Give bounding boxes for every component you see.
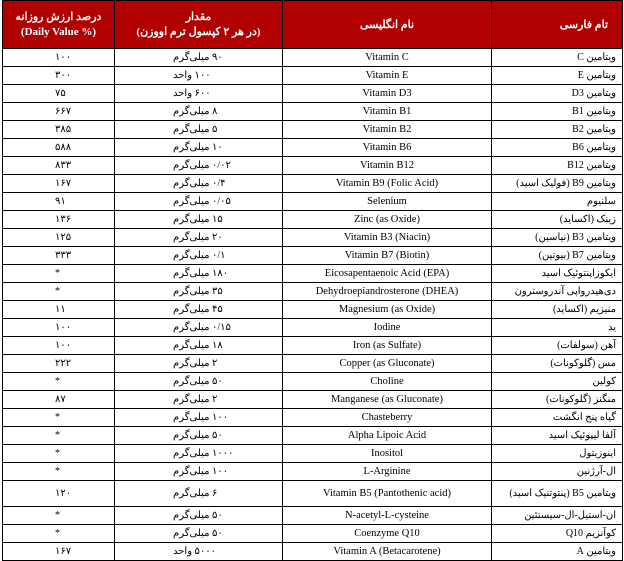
- table-row: [3, 85, 623, 103]
- persian-name-cell: ان-استیل-ال-سیستئین: [492, 507, 623, 525]
- english-name-cell: Zinc (as Oxide): [283, 211, 492, 229]
- persian-name-cell: منیزیم (اکساید): [492, 301, 623, 319]
- daily-value-cell: *: [3, 463, 115, 481]
- daily-value-cell: *: [3, 409, 115, 427]
- english-name-cell: Vitamin B7 (Biotin): [283, 247, 492, 265]
- daily-value-cell: ۳۳۳: [3, 247, 115, 265]
- english-name-cell: Chasteberry: [283, 409, 492, 427]
- persian-name-cell: ید: [492, 319, 623, 337]
- persian-name-cell: ایکوزاپنتوئیک اسید: [492, 265, 623, 283]
- table-row: [3, 445, 623, 463]
- persian-name-cell: کولین: [492, 373, 623, 391]
- english-name-cell: Selenium: [283, 193, 492, 211]
- daily-value-cell: ۹۱: [3, 193, 115, 211]
- table-row: [3, 193, 623, 211]
- daily-value-cell: *: [3, 525, 115, 543]
- english-name-cell: Coenzyme Q10: [283, 525, 492, 543]
- table-row: [3, 525, 623, 543]
- table-header: [3, 1, 623, 49]
- daily-value-cell: ۳۰۰: [3, 67, 115, 85]
- persian-name-cell: ویتامین A: [492, 543, 623, 561]
- daily-value-cell: ۱۲۵: [3, 229, 115, 247]
- header-daily-value: [3, 1, 115, 49]
- table-row: [3, 49, 623, 67]
- english-name-cell: Alpha Lipoic Acid: [283, 427, 492, 445]
- daily-value-cell: ۶۶۷: [3, 103, 115, 121]
- daily-value-cell: ۱۲۰: [3, 481, 115, 507]
- amount-cell: ۶ میلی‌گرم: [115, 481, 283, 507]
- english-name-cell: Vitamin B2: [283, 121, 492, 139]
- english-name-cell: Magnesium (as Oxide): [283, 301, 492, 319]
- daily-value-cell: ۱۶۷: [3, 543, 115, 561]
- daily-value-cell: ۳۸۵: [3, 121, 115, 139]
- persian-name-cell: ویتامین B12: [492, 157, 623, 175]
- table-row: [3, 373, 623, 391]
- english-name-cell: L-Arginine: [283, 463, 492, 481]
- english-name-cell: Vitamin B5 (Pantothenic acid): [283, 481, 492, 507]
- amount-cell: ۲ میلی‌گرم: [115, 355, 283, 373]
- header-dv-line1: درصد ارزش روزانه: [15, 10, 102, 23]
- daily-value-cell: *: [3, 445, 115, 463]
- english-name-cell: Copper (as Gluconate): [283, 355, 492, 373]
- nutrition-table: [2, 0, 623, 561]
- persian-name-cell: ویتامین B9 (فولیک اسید): [492, 175, 623, 193]
- english-name-cell: Vitamin E: [283, 67, 492, 85]
- daily-value-cell: ۸۷: [3, 391, 115, 409]
- persian-name-cell: کوآنزیم Q10: [492, 525, 623, 543]
- daily-value-cell: ۱۶۷: [3, 175, 115, 193]
- amount-cell: ۲۰ میلی‌گرم: [115, 229, 283, 247]
- daily-value-cell: ۱۰۰: [3, 319, 115, 337]
- amount-cell: ۱۸ میلی‌گرم: [115, 337, 283, 355]
- english-name-cell: Dehydroepiandrosterone (DHEA): [283, 283, 492, 301]
- table-row: [3, 427, 623, 445]
- table-row: [3, 463, 623, 481]
- table-row: [3, 355, 623, 373]
- persian-name-cell: دی‌هیدرواپی آندروسترون: [492, 283, 623, 301]
- persian-name-cell: ویتامین B1: [492, 103, 623, 121]
- persian-name-cell: گیاه پنج انگشت: [492, 409, 623, 427]
- header-amount-line2: (در هر ۲ کپسول ترم اووزن): [136, 25, 261, 38]
- header-row: [3, 1, 623, 49]
- english-name-cell: Choline: [283, 373, 492, 391]
- table-row: [3, 337, 623, 355]
- table-row: [3, 301, 623, 319]
- english-name-cell: Iron (as Sulfate): [283, 337, 492, 355]
- amount-cell: ۱۰۰ میلی‌گرم: [115, 409, 283, 427]
- amount-cell: ۵۰ میلی‌گرم: [115, 507, 283, 525]
- table-row: [3, 409, 623, 427]
- table-body: [3, 49, 623, 561]
- daily-value-cell: *: [3, 507, 115, 525]
- table-row: [3, 103, 623, 121]
- daily-value-cell: ۱۱: [3, 301, 115, 319]
- persian-name-cell: اینوزیتول: [492, 445, 623, 463]
- table-row: [3, 229, 623, 247]
- persian-name-cell: مس (گلوکونات): [492, 355, 623, 373]
- amount-cell: ۱۵ میلی‌گرم: [115, 211, 283, 229]
- table-row: [3, 247, 623, 265]
- english-name-cell: Eicosapentaenoic Acid (EPA): [283, 265, 492, 283]
- amount-cell: ۱۸۰ میلی‌گرم: [115, 265, 283, 283]
- persian-name-cell: سلنیوم: [492, 193, 623, 211]
- persian-name-cell: ویتامین B2: [492, 121, 623, 139]
- amount-cell: ۵۰ میلی‌گرم: [115, 525, 283, 543]
- english-name-cell: Vitamin C: [283, 49, 492, 67]
- amount-cell: ۳۵ میلی‌گرم: [115, 283, 283, 301]
- table-row: [3, 391, 623, 409]
- english-name-cell: Vitamin B6: [283, 139, 492, 157]
- table-row: [3, 507, 623, 525]
- amount-cell: ۸ میلی‌گرم: [115, 103, 283, 121]
- table-row: [3, 481, 623, 507]
- persian-name-cell: ویتامین B7 (بیوتین): [492, 247, 623, 265]
- amount-cell: ۰/۴ میلی‌گرم: [115, 175, 283, 193]
- header-amount: [115, 1, 283, 49]
- english-name-cell: Vitamin D3: [283, 85, 492, 103]
- table-row: [3, 67, 623, 85]
- persian-name-cell: ویتامین B3 (نیاسین): [492, 229, 623, 247]
- english-name-cell: Iodine: [283, 319, 492, 337]
- amount-cell: ۵۰ میلی‌گرم: [115, 373, 283, 391]
- daily-value-cell: ۱۰۰: [3, 337, 115, 355]
- daily-value-cell: *: [3, 373, 115, 391]
- amount-cell: ۶۰۰ واحد: [115, 85, 283, 103]
- english-name-cell: Inositol: [283, 445, 492, 463]
- amount-cell: ۵ میلی‌گرم: [115, 121, 283, 139]
- persian-name-cell: ویتامین B6: [492, 139, 623, 157]
- english-name-cell: Vitamin B9 (Folic Acid): [283, 175, 492, 193]
- table-row: [3, 319, 623, 337]
- persian-name-cell: زینک (اکساید): [492, 211, 623, 229]
- daily-value-cell: ۱۰۰: [3, 49, 115, 67]
- english-name-cell: Vitamin B1: [283, 103, 492, 121]
- amount-cell: ۵۰۰۰ واحد: [115, 543, 283, 561]
- daily-value-cell: ۵۸۸: [3, 139, 115, 157]
- table-row: [3, 175, 623, 193]
- persian-name-cell: ویتامین D3: [492, 85, 623, 103]
- table-row: [3, 265, 623, 283]
- amount-cell: ۰/۱ میلی‌گرم: [115, 247, 283, 265]
- daily-value-cell: *: [3, 283, 115, 301]
- persian-name-cell: ویتامین C: [492, 49, 623, 67]
- amount-cell: ۰/۰۵ میلی‌گرم: [115, 193, 283, 211]
- amount-cell: ۹۰ میلی‌گرم: [115, 49, 283, 67]
- daily-value-cell: *: [3, 265, 115, 283]
- amount-cell: ۱۰ میلی‌گرم: [115, 139, 283, 157]
- daily-value-cell: ۷۵: [3, 85, 115, 103]
- persian-name-cell: منگنز (گلوکونات): [492, 391, 623, 409]
- persian-name-cell: ویتامین E: [492, 67, 623, 85]
- daily-value-cell: ۸۳۳: [3, 157, 115, 175]
- table-row: [3, 543, 623, 561]
- table-row: [3, 211, 623, 229]
- daily-value-cell: ۲۲۲: [3, 355, 115, 373]
- daily-value-cell: *: [3, 427, 115, 445]
- table-row: [3, 283, 623, 301]
- header-persian-name: تام فارسی: [492, 1, 623, 49]
- header-amount-line1: مقدار: [185, 10, 212, 23]
- amount-cell: ۵۰ میلی‌گرم: [115, 427, 283, 445]
- daily-value-cell: ۱۳۶: [3, 211, 115, 229]
- table-row: [3, 157, 623, 175]
- amount-cell: ۰/۰۲ میلی‌گرم: [115, 157, 283, 175]
- table-row: [3, 121, 623, 139]
- english-name-cell: Vitamin B3 (Niacin): [283, 229, 492, 247]
- amount-cell: ۰/۱۵ میلی‌گرم: [115, 319, 283, 337]
- english-name-cell: Vitamin A (Betacarotene): [283, 543, 492, 561]
- persian-name-cell: آلفا لیپوئیک اسید: [492, 427, 623, 445]
- persian-name-cell: ویتامین B5 (پنتوتنیک اسید): [492, 481, 623, 507]
- amount-cell: ۱۰۰۰ میلی‌گرم: [115, 445, 283, 463]
- amount-cell: ۱۰۰ میلی‌گرم: [115, 463, 283, 481]
- table-row: [3, 139, 623, 157]
- english-name-cell: Manganese (as Gluconate): [283, 391, 492, 409]
- amount-cell: ۴۵ میلی‌گرم: [115, 301, 283, 319]
- header-dv-line2: (% Daily Value): [20, 25, 97, 38]
- english-name-cell: N-acetyl-L-cysteine: [283, 507, 492, 525]
- persian-name-cell: ال-آرژنین: [492, 463, 623, 481]
- header-english-name: نام انگلیسی: [283, 1, 492, 49]
- amount-cell: ۱۰۰ واحد: [115, 67, 283, 85]
- amount-cell: ۲ میلی‌گرم: [115, 391, 283, 409]
- persian-name-cell: آهن (سولفات): [492, 337, 623, 355]
- english-name-cell: Vitamin B12: [283, 157, 492, 175]
